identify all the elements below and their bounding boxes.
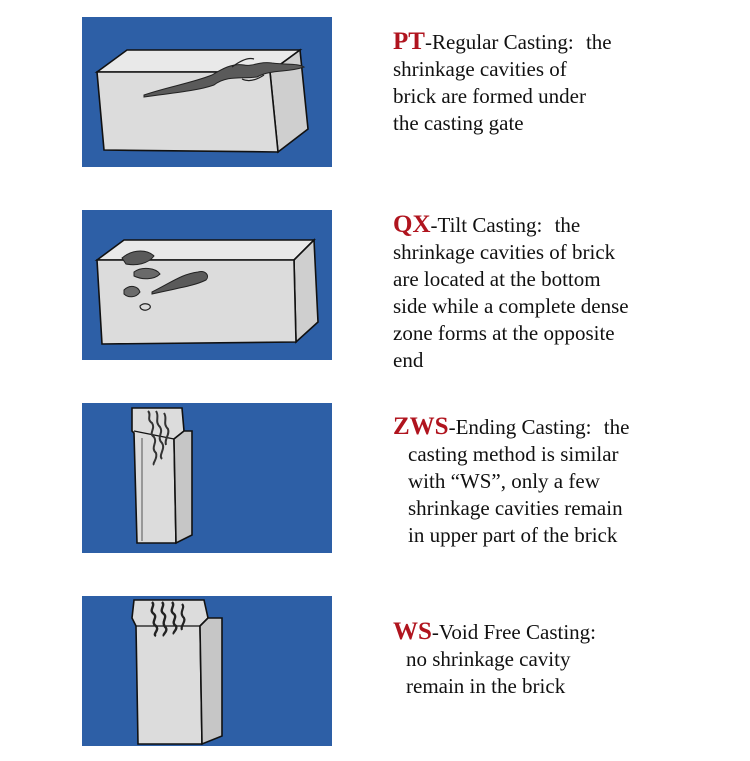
zws-brick-illustration	[82, 403, 332, 553]
ws-brick-illustration	[82, 596, 332, 746]
pt-line-1: shrinkage cavities of	[393, 57, 567, 81]
pt-line-3: the casting gate	[393, 111, 524, 135]
qx-brick-illustration	[82, 210, 332, 360]
zws-line-1: casting method is similar	[408, 442, 619, 466]
qx-title: -Tilt Casting:	[430, 213, 543, 237]
pt-line-2: brick are formed under	[393, 84, 586, 108]
ws-description	[393, 618, 596, 700]
qx-line-4: zone forms at the opposite	[393, 321, 615, 345]
zws-title: -Ending Casting:	[448, 415, 592, 439]
qx-description	[393, 211, 629, 374]
qx-brick-drawing	[82, 210, 332, 360]
ws-title: -Void Free Casting:	[431, 620, 597, 644]
qx-line-3: side while a complete dense	[393, 294, 629, 318]
qx-line-1: shrinkage cavities of brick	[393, 240, 616, 264]
zws-code: ZWS	[393, 413, 449, 440]
qx-title-tail: the	[554, 213, 581, 237]
ws-line-1: no shrinkage cavity	[406, 647, 571, 671]
qx-line-5: end	[393, 348, 424, 372]
qx-code: QX	[393, 211, 431, 238]
zws-title-tail: the	[603, 415, 630, 439]
zws-line-3: shrinkage cavities remain	[408, 496, 623, 520]
pt-code: PT	[393, 28, 425, 55]
pt-title: -Regular Casting:	[424, 30, 574, 54]
zws-line-4: in upper part of the brick	[408, 523, 618, 547]
pt-title-tail: the	[585, 30, 612, 54]
zws-description	[393, 413, 629, 549]
zws-line-2: with “WS”, only a few	[408, 469, 600, 493]
pt-description	[393, 28, 612, 137]
pt-brick-drawing	[82, 17, 332, 167]
ws-line-2: remain in the brick	[406, 674, 566, 698]
ws-code: WS	[393, 618, 432, 645]
zws-brick-drawing	[82, 403, 332, 553]
qx-line-2: are located at the bottom	[393, 267, 601, 291]
ws-brick-drawing	[82, 596, 332, 746]
pt-brick-illustration	[82, 17, 332, 167]
